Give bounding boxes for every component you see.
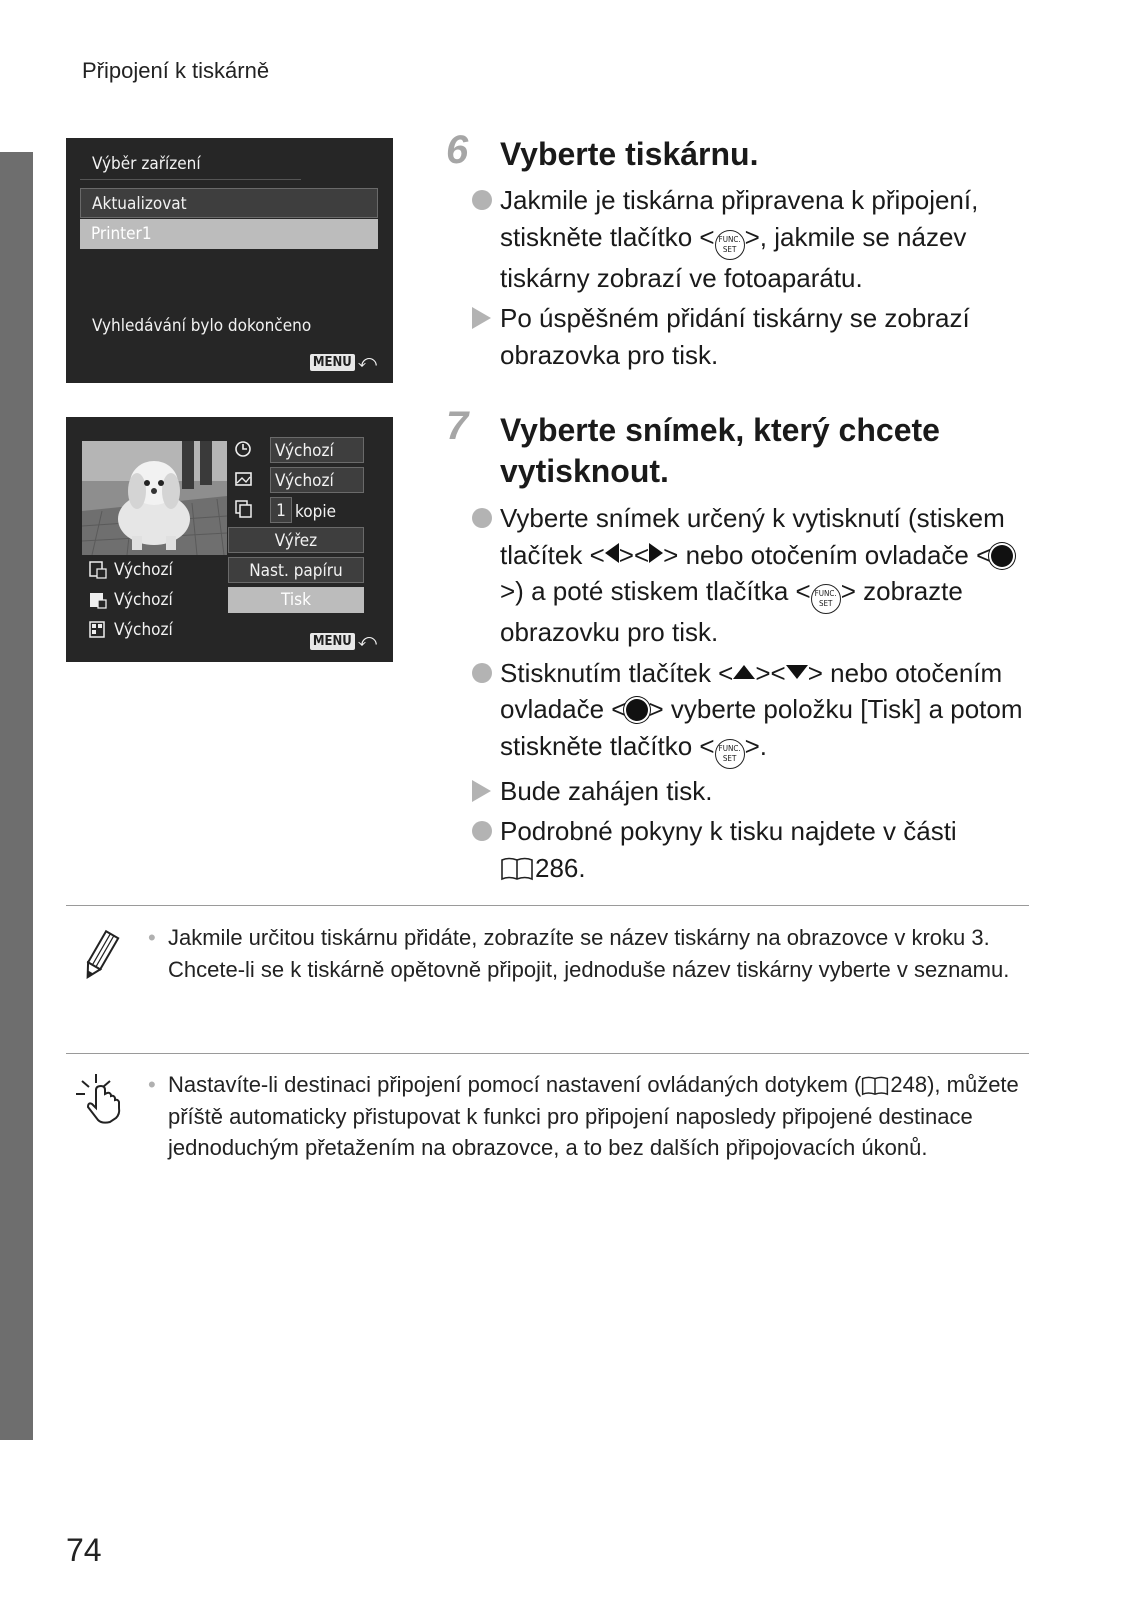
- camera-screen-print-settings: [66, 417, 393, 662]
- divider: [66, 905, 1029, 906]
- pencil-note-icon: [76, 928, 126, 984]
- note-touch-actions: • Nastavíte-li destinaci připojení pomocí nastavení ovládaných dotykem ( 248), můžete příště automaticky přistupovat k funkci pro připojení naposledy připojené destinace jednoduchým přetažením na obrazovce, a to bez dalších připojovacích úkonů.: [148, 1072, 1019, 1160]
- back-arrow-icon: ⤺: [357, 351, 377, 372]
- step-7-bullets: [470, 500, 1030, 890]
- menu-label: MENU: [310, 633, 355, 650]
- paper-type-setting: Výchozí: [114, 590, 173, 610]
- bullet-dot-icon: [472, 821, 492, 841]
- search-status: Vyhledávání bylo dokončeno: [92, 316, 312, 336]
- divider: [66, 1053, 1029, 1054]
- dog-photo-icon: [82, 441, 227, 555]
- menu-item-refresh: Aktualizovat: [80, 188, 378, 218]
- paper-size-icon: [88, 560, 108, 580]
- func-set-button-icon: FUNC. SET: [715, 230, 745, 260]
- layout-setting: Výchozí: [114, 620, 173, 640]
- screen-title: Výběr zařízení: [92, 154, 201, 174]
- control-dial-icon: [626, 699, 648, 721]
- paper-settings-button: Nast. papíru: [228, 557, 364, 583]
- date-print-icon: [234, 439, 254, 459]
- step-6-bullets: [470, 182, 1030, 377]
- menu-back-badge: [310, 353, 377, 371]
- step-6-bullet-1: Jakmile je tiskárna připravena k připojení, stiskněte tlačítko < FUNC. SET >, jakmile se název tiskárny zobrazí ve fotoaparátu.: [470, 182, 1030, 296]
- menu-back-badge: [310, 632, 377, 650]
- step-number-6: 6: [446, 128, 469, 172]
- step-7-title: Vyberte snímek, který chcete vytisknout.: [500, 412, 940, 489]
- back-arrow-icon: ⤺: [357, 630, 377, 651]
- step-number-7: 7: [446, 404, 469, 448]
- step-7-bullet-1: Vyberte snímek určený k vytisknutí (stiskem tlačítek < >< > nebo otočením ovladače <>) a poté stiskem tlačítka < FUNC. SET > zobrazte obrazovku pro tisk.: [470, 500, 1030, 651]
- step-6-title: Vyberte tiskárnu.: [500, 136, 759, 172]
- note-printer-name: • Jakmile určitou tiskárnu přidáte, zobrazíte se název tiskárny na obrazovce v kroku 3. Chcete-li se k tiskárně opětovně připojit, jednoduše název tiskárny vyberte v seznamu.: [148, 925, 1010, 982]
- crop-button: Výřez: [228, 527, 364, 553]
- step-7-bullet-2: Stisknutím tlačítek < >< > nebo otočením ovladače < > vyberte položku [Tisk] a potom stiskněte tlačítko < FUNC. SET >.: [470, 655, 1030, 769]
- image-optimize-icon: [234, 469, 254, 489]
- print-button: Tisk: [228, 587, 364, 613]
- bullet-dot-icon: [472, 508, 492, 528]
- page-reference-book-icon: [861, 1075, 889, 1097]
- menu-label: MENU: [310, 354, 355, 371]
- func-set-button-icon: FUNC. SET: [715, 739, 745, 769]
- image-option: Výchozí: [270, 467, 364, 493]
- bullet-dot-icon: [472, 663, 492, 683]
- right-button-icon: [649, 543, 663, 563]
- step-7-bullet-3: Podrobné pokyny k tisku najdete v části 286.: [470, 813, 1030, 886]
- step-7-result: Bude zahájen tisk.: [470, 773, 1030, 810]
- paper-type-icon: [88, 590, 108, 610]
- menu-item-printer: Printer1: [80, 219, 378, 249]
- result-arrow-icon: [472, 307, 491, 329]
- date-option: Výchozí: [270, 437, 364, 463]
- layout-icon: [88, 620, 108, 640]
- bullet-dot-icon: [472, 190, 492, 210]
- copies-value: 1: [270, 497, 292, 523]
- side-tab-bar: [0, 152, 33, 1440]
- page-reference: 286.: [535, 852, 586, 883]
- func-set-button-icon: FUNC. SET: [811, 584, 841, 614]
- page-reference-book-icon: [500, 856, 534, 882]
- left-button-icon: [605, 543, 619, 563]
- up-button-icon: [733, 665, 755, 679]
- control-dial-icon: [991, 545, 1013, 567]
- section-title: Připojení k tiskárně: [82, 58, 270, 83]
- copies-icon: [234, 499, 254, 519]
- step-6-result: Po úspěšném přidání tiskárny se zobrazí obrazovka pro tisk.: [470, 300, 1030, 373]
- paper-size-setting: Výchozí: [114, 560, 173, 580]
- result-arrow-icon: [472, 780, 491, 802]
- page-number: 74: [66, 1532, 102, 1568]
- camera-screen-device-select: [66, 138, 393, 383]
- touch-gesture-icon: [72, 1072, 132, 1128]
- dog-photo-thumbnail: [82, 441, 227, 555]
- down-button-icon: [786, 665, 808, 679]
- page-reference: 248: [890, 1072, 928, 1097]
- copies-label: kopie: [295, 502, 336, 522]
